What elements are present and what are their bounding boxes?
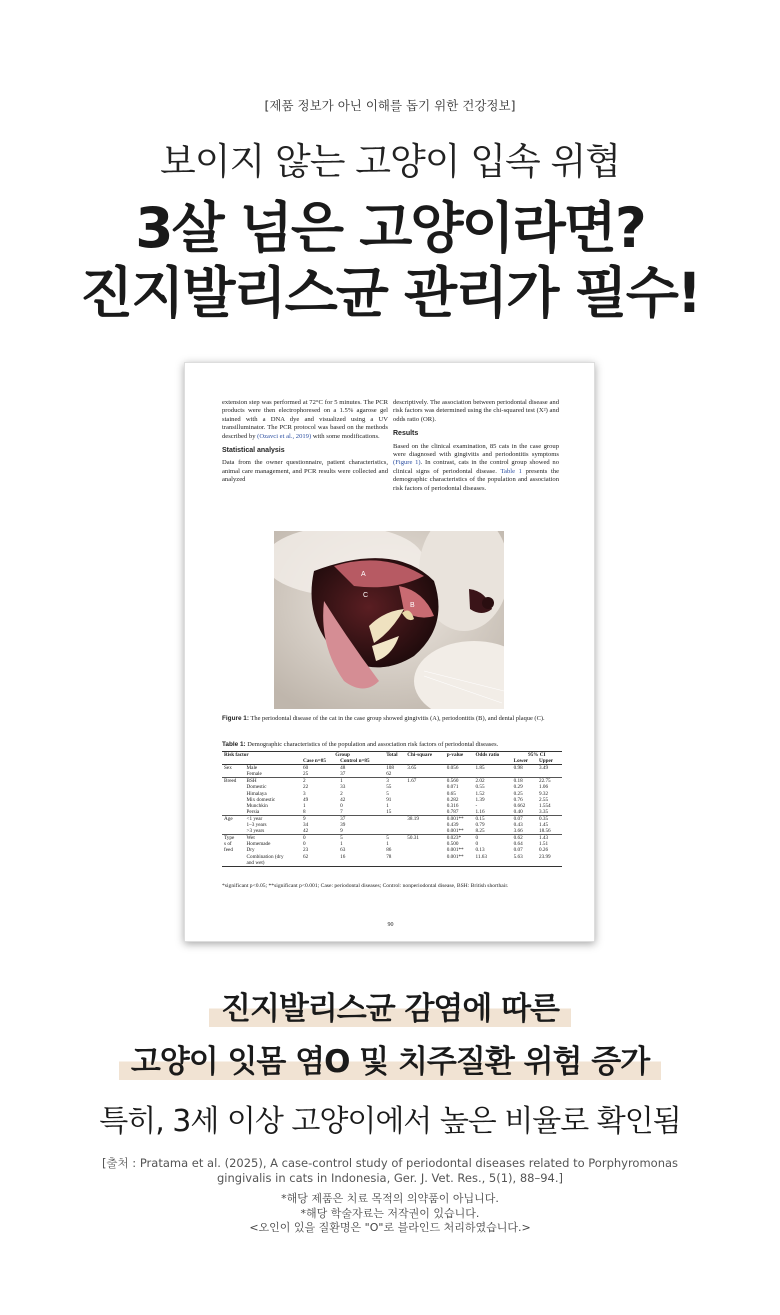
table-cell: [512, 771, 537, 778]
table-cell: 48: [338, 765, 384, 772]
table-cell: [405, 828, 444, 835]
table-cell: 8.25: [475, 828, 485, 835]
table-cell: 1.45: [538, 822, 549, 829]
table-cell: 0.316: [446, 802, 459, 809]
th-p-value: p-value: [445, 752, 474, 759]
table-cell: 37: [338, 815, 384, 822]
table-cell: 1: [338, 778, 384, 785]
table-cell: [473, 860, 511, 867]
table-row: [222, 809, 562, 816]
table-cell: 1.16: [475, 808, 485, 815]
th-total: Total: [384, 752, 405, 759]
table-cell: 37: [340, 771, 346, 778]
th-control: Control n=85: [338, 758, 384, 765]
table-cell: 1.06: [538, 784, 549, 791]
table-cell: 62: [386, 771, 392, 778]
stat-line: 특히, 3세 이상 고양이에서 높은 비율로 확인됨: [99, 1104, 681, 1139]
photo-label-a: A: [361, 571, 366, 578]
table-cell: 0.18: [512, 778, 537, 785]
table-cell: 33: [340, 784, 346, 791]
table-cell: 16: [340, 853, 346, 860]
table-cell: 60: [301, 765, 338, 772]
table-cell: 1.52: [475, 790, 485, 797]
table-cell: 0.07: [512, 815, 537, 822]
table-cell: 0.76: [513, 796, 523, 803]
table-cell: 0.056: [445, 765, 474, 772]
table-cell: 0: [301, 835, 338, 842]
table-footnote: *significant p<0.05; **significant p<0.001; Case: periodontal diseases; Control: nonperiodontal disease, BSH: British shorthair.: [222, 883, 509, 889]
th-odds-ratio: Odds ratio: [473, 752, 511, 759]
th-chi-square: Chi-square: [405, 752, 444, 759]
table-cell: 0.35: [537, 815, 562, 822]
table-cell: s of: [224, 841, 232, 848]
highlight-line1: 진지발리스균 감염에 따른: [0, 983, 780, 1028]
th-group: Group: [301, 752, 384, 759]
table-cell: 0: [473, 835, 511, 842]
table-cell: Age: [222, 815, 245, 822]
table-cell: [512, 860, 537, 867]
table-row: [222, 771, 562, 778]
table-cell: 15: [386, 808, 392, 815]
th-upper: Upper: [537, 758, 562, 765]
risk-factor-table: [222, 751, 562, 867]
table-cell: 50.31: [405, 835, 444, 842]
cat-mouth-photo: [274, 531, 504, 709]
table-row: [222, 778, 562, 785]
table-cell: [384, 860, 405, 867]
table-cell: 0: [302, 841, 306, 848]
table-cell: [537, 860, 562, 867]
table-cell: 9: [301, 815, 338, 822]
paper-page: [184, 362, 595, 942]
table-cell: [384, 828, 405, 835]
table-cell: 62: [302, 853, 309, 860]
main-title-line1: 3살 넘은 고양이라면?: [135, 196, 645, 260]
table-row: [222, 815, 562, 822]
table-cell: 0.023*: [445, 835, 474, 842]
figure-caption: Figure 1: The periodontal disease of the cat in the case group showed gingivitis (A), periodontitis (B), and dental plaque (C).: [222, 715, 545, 722]
table-cell: 1.85: [473, 765, 511, 772]
table-cell: 39: [340, 822, 346, 829]
th-lower: Lower: [512, 758, 537, 765]
highlight-line2: 고양이 잇몸 염O 및 치주질환 위험 증가: [0, 1036, 780, 1081]
table-cell: Domestic: [246, 784, 267, 791]
table-cell: 23: [302, 847, 309, 854]
table-cell: 22.75: [537, 778, 562, 785]
table-cell: 5: [338, 835, 384, 842]
paper-right-column: [393, 399, 559, 493]
table-cell: BSH: [245, 778, 301, 785]
table-cell: 1.43: [537, 835, 562, 842]
table-cell: Homemade: [246, 841, 271, 848]
table-cell: [405, 771, 444, 778]
notes: [0, 1192, 780, 1236]
table-cell: [338, 860, 384, 867]
photo-label-b: B: [410, 602, 415, 609]
table-cell: 3.49: [537, 765, 562, 772]
table-row: [222, 860, 562, 867]
table-cell: 1: [340, 841, 343, 848]
table-cell: [222, 771, 245, 778]
table-cell: 38.19: [405, 815, 444, 822]
table-cell: 0.560: [445, 778, 474, 785]
table-cell: Wet: [245, 835, 301, 842]
table-cell: 0.439: [446, 822, 459, 829]
table-caption: Table 1: Demographic characteristics of the population and association risk factors of periodontal diseases.: [222, 741, 499, 748]
table-row: [222, 828, 562, 835]
table-cell: Munchkin: [246, 802, 268, 809]
note-3: <오인이 있을 질환명은 "O"로 블라인드 처리하였습니다.>: [249, 1221, 531, 1234]
table-cell: 3.35: [538, 808, 549, 815]
table-cell: 11.63: [475, 853, 487, 860]
table-cell: 3.66: [513, 828, 523, 835]
table-cell: 78: [386, 853, 392, 860]
th-case: Case n=85: [301, 758, 338, 765]
table-cell: 91: [386, 796, 392, 803]
table-cell: and wet): [245, 860, 301, 867]
table-cell: 25: [302, 771, 309, 778]
table-cell: 2.02: [473, 778, 511, 785]
table-cell: 1: [386, 802, 389, 809]
th-ci: 95% CI: [512, 752, 562, 759]
table-cell: 49: [302, 796, 309, 803]
table-cell: [405, 809, 444, 816]
table-cell: 0.001**: [446, 828, 464, 835]
table-cell: Combination (dry: [246, 853, 284, 860]
th-risk-factor: Risk factor: [222, 752, 301, 759]
table-cell: 1.51: [538, 841, 549, 848]
paper-left-para1: extension step was performed at 72°C for 5 minutes. The PCR products were then electrophoresed on a 1.5% agarose gel stained with a DNA dye and visualized using a UV transilluminator. The PCR protocol was based on the methods described by (Ozavci et al., 2019) with some modifications.: [222, 399, 388, 440]
table-cell: Type: [222, 835, 245, 842]
table-cell: Male: [245, 765, 301, 772]
disclaimer-top: [제품 정보가 아닌 이해를 돕기 위한 건강정보]: [264, 98, 516, 113]
paper-right-para1: descriptively. The association between periodontal disease and risk factors was determined using the chi-squared test (X²) and odds ratio (OR).: [393, 399, 559, 423]
table-cell: >3 years: [246, 828, 265, 835]
photo-label-c: C: [363, 592, 369, 599]
table-cell: 23.99: [538, 853, 551, 860]
table-cell: Himalaya: [246, 790, 267, 797]
table-cell: 9.32: [538, 790, 549, 797]
table-cell: 0.64: [513, 841, 523, 848]
table-row: [222, 765, 562, 772]
table-cell: 1: [302, 802, 306, 809]
table-cell: [222, 860, 245, 867]
table-row: [222, 835, 562, 842]
table-cell: 22: [302, 784, 309, 791]
table-cell: <1 year: [245, 815, 301, 822]
table-cell: 2: [301, 778, 338, 785]
table-cell: 0.13: [475, 847, 485, 854]
table-cell: 34: [302, 822, 309, 829]
table-cell: Sex: [222, 765, 245, 772]
table-cell: 0.282: [446, 796, 459, 803]
paper-left-column: [222, 399, 388, 485]
table-cell: 9: [340, 828, 343, 835]
table-cell: 0.001**: [445, 815, 474, 822]
table-cell: 0.40: [513, 808, 523, 815]
table-cell: 0.662: [513, 802, 526, 809]
table-cell: 108: [384, 765, 405, 772]
table-cell: 1: [386, 841, 389, 848]
table-cell: 0.500: [446, 841, 459, 848]
table-cell: 42: [340, 796, 346, 803]
table-cell: 0.071: [446, 784, 459, 791]
table-cell: 2: [340, 790, 343, 797]
table-cell: 5.63: [513, 853, 523, 860]
table-cell: 0.001**: [446, 847, 464, 854]
table-cell: 1–3 years: [246, 822, 267, 829]
table-cell: 0.43: [513, 822, 523, 829]
table-cell: feed: [224, 847, 233, 854]
table-cell: 0.787: [446, 808, 459, 815]
table-cell: 7: [340, 808, 343, 815]
main-title: [0, 196, 780, 326]
table-cell: Persia: [246, 808, 260, 815]
table-cell: 0.29: [513, 784, 523, 791]
table-cell: 42: [302, 828, 309, 835]
note-2: *해당 학술자료는 저작권이 있습니다.: [300, 1206, 480, 1220]
table-cell: [384, 815, 405, 822]
table-cell: 8: [302, 808, 306, 815]
paper-left-para2: Data from the owner questionnaire, patient characteristics, animal care management, and PCR results were collected and analyzed: [222, 459, 388, 484]
table-cell: 0.15: [473, 815, 511, 822]
subtitle: 보이지 않는 고양이 입속 위협: [160, 140, 620, 183]
table-cell: [405, 860, 444, 867]
table-cell: 0.55: [475, 784, 485, 791]
table-cell: Breed: [222, 778, 245, 785]
table-cell: [301, 860, 338, 867]
table-cell: 1.67: [405, 778, 444, 785]
table-cell: [537, 771, 562, 778]
paper-heading-results: Results: [393, 430, 419, 438]
table-cell: 0.25: [513, 790, 523, 797]
table-cell: [445, 771, 474, 778]
note-1: *해당 제품은 치료 목적의 의약품이 아닙니다.: [281, 1192, 499, 1205]
table-cell: Mix domestic: [246, 796, 276, 803]
table-cell: 55: [386, 784, 392, 791]
table-cell: 18.56: [538, 828, 551, 835]
table-cell: 3: [384, 778, 405, 785]
table-cell: [473, 771, 511, 778]
table-cell: 0.62: [512, 835, 537, 842]
table-cell: [222, 828, 245, 835]
table-cell: 3: [302, 790, 306, 797]
main-title-line2: 진지발리스균 관리가 필수!: [80, 261, 700, 325]
table-cell: 0.79: [475, 822, 485, 829]
paper-heading-statistical: Statistical analysis: [222, 447, 285, 455]
table-cell: 0.65: [446, 790, 456, 797]
table-cell: 2.55: [538, 796, 549, 803]
table-cell: 0.26: [538, 847, 549, 854]
table-cell: 0: [340, 802, 343, 809]
table-cell: 63: [340, 847, 346, 854]
paper-right-para2: Based on the clinical examination, 85 cats in the case group were diagnosed with gingivitis and periodontitis symptoms (Figure 1). In contrast, cats in the control group showed no clinical signs of periodontal disease. Table 1 presents the demographic characteristics of the population and association risk factors of periodontal diseases.: [393, 442, 560, 492]
table-cell: Dry: [246, 847, 255, 854]
table-cell: 5: [384, 835, 405, 842]
table-cell: -: [475, 802, 478, 809]
table-cell: 0.07: [513, 847, 523, 854]
table-cell: 1.554: [538, 802, 551, 809]
table-cell: 5: [386, 790, 389, 797]
table-cell: 0.98: [512, 765, 537, 772]
table-cell: Female: [246, 771, 262, 778]
table-cell: 86: [386, 847, 392, 854]
table-cell: 3.65: [405, 765, 444, 772]
table-cell: 1.39: [475, 796, 485, 803]
table-cell: 0: [475, 841, 479, 848]
table-cell: [445, 860, 474, 867]
page-number: 90: [387, 922, 394, 928]
table-cell: [222, 809, 245, 816]
table-cell: 0.001**: [446, 853, 464, 860]
source-citation: [출처 : Pratama et al. (2025), A case-control study of periodontal diseases related to Porphyromonas gingivalis in cats in Indonesia, Ger. J. Vet. Res., 5(1), 88–94.]: [101, 1156, 679, 1185]
